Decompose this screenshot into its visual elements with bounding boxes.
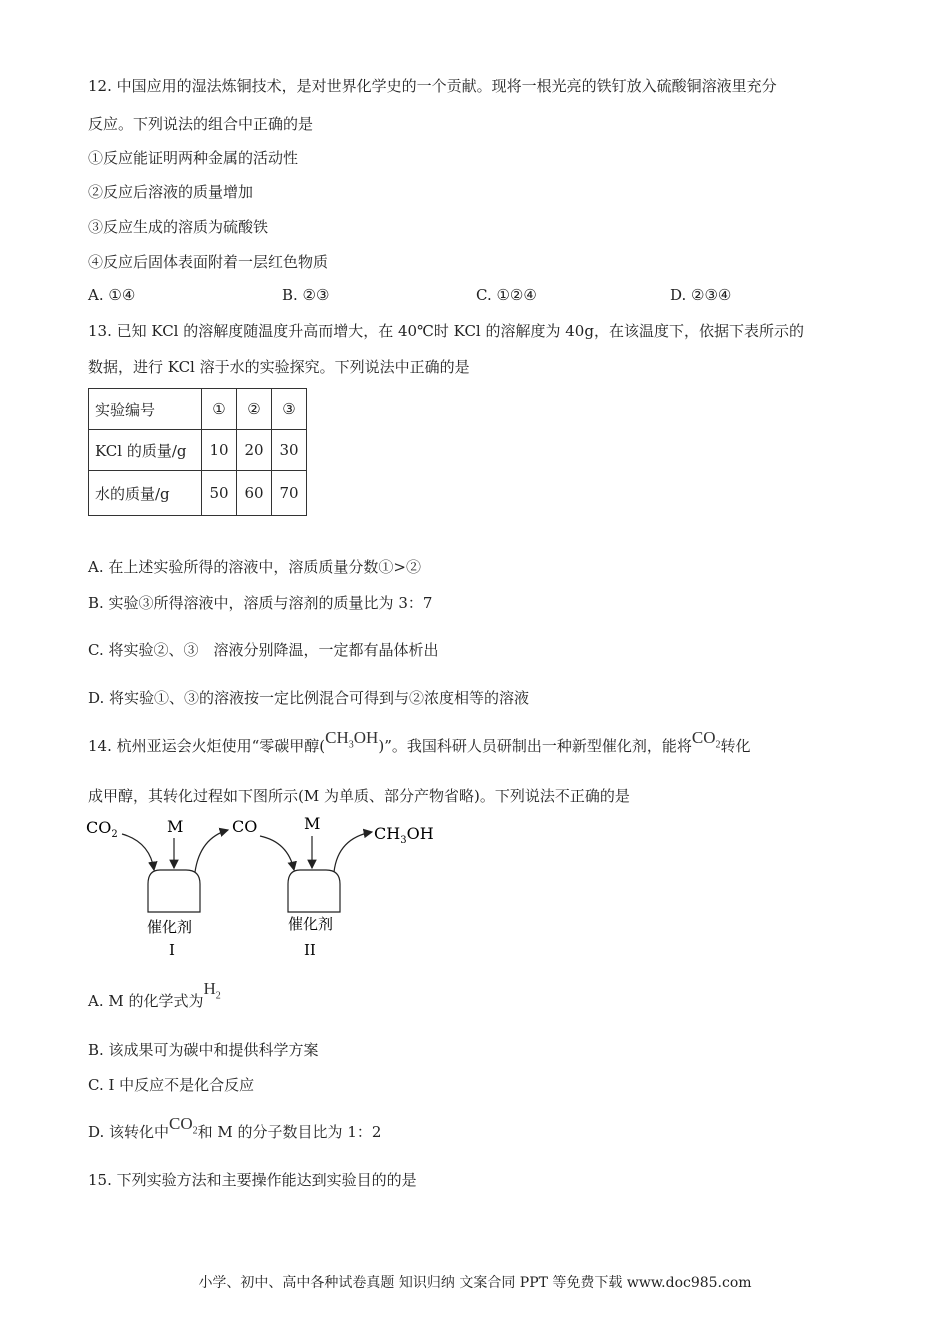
q13-option-b: B. 实验③所得溶液中，溶质与溶剂的质量比为 3：7 [88, 594, 433, 612]
q14-option-d [88, 1114, 382, 1149]
table-row [89, 430, 307, 471]
q12-option-a: A. ①④ [88, 286, 136, 304]
q14-stem-line2: 成甲醇，其转化过程如下图所示(M 为单质、部分产物省略)。下列说法不正确的是 [88, 787, 630, 805]
table-cell: 50 [202, 471, 237, 516]
q14-stem-part1: 14. 杭州亚运会火炬使用“零碳甲醇( [88, 737, 326, 755]
svg-text:催化剂: 催化剂 [288, 915, 334, 933]
catalyst-process-diagram [80, 812, 460, 962]
q14-option-a [88, 979, 221, 1018]
q13-stem-line1: 13. 已知 KCl 的溶解度随温度升高而增大，在 40℃时 KCl 的溶解度为 40g，在该温度下，依据下表所示的 [88, 322, 804, 340]
co2-formula: $CO_2$ [691, 728, 721, 751]
table-header-cell: 实验编号 [89, 389, 202, 430]
q14-stem-line1 [88, 728, 751, 763]
q14-option-d-part1: D. 该转化中 [88, 1123, 170, 1141]
svg-text:M: M [167, 817, 184, 836]
page-footer: 小学、初中、高中各种试卷真题 知识归纳 文案合同 PPT 等免费下载 www.doc985.com [198, 1275, 752, 1291]
arrow-co-out [195, 830, 228, 872]
q13-option-a: A. 在上述实验所得的溶液中，溶质质量分数①>② [88, 558, 421, 576]
q12-statement-4: ④反应后固体表面附着一层红色物质 [88, 253, 329, 271]
table-cell: 70 [272, 471, 307, 516]
diagram-stage-1 [86, 817, 257, 959]
table-cell: 20 [237, 430, 272, 471]
q12-option-b: B. ②③ [282, 286, 330, 304]
q12-statement-3: ③反应生成的溶质为硫酸铁 [88, 218, 269, 236]
table-header-cell: ② [237, 389, 272, 430]
q14-option-d-part2: 和 M 的分子数目比为 1：2 [197, 1123, 382, 1141]
table-header-cell: ③ [272, 389, 307, 430]
h2-formula: $H_2$ [203, 979, 221, 1002]
co2-formula: $CO_2$ [169, 1114, 198, 1137]
arrow-co2-in [122, 834, 154, 870]
table-row [89, 471, 307, 516]
catalyst-1-shape [148, 870, 200, 912]
q13-data-table [88, 388, 307, 516]
svg-text:CH3OH: $CH_3OH$ [374, 824, 434, 846]
q12-stem-line2: 反应。下列说法的组合中正确的是 [88, 115, 314, 133]
arrow-co-in [260, 836, 294, 870]
table-cell: 水的质量/g [89, 471, 202, 516]
q14-option-a-text: A. M 的化学式为 [88, 992, 204, 1010]
diagram-stage-2 [260, 814, 434, 959]
svg-text:II: II [304, 941, 316, 959]
table-cell: 30 [272, 430, 307, 471]
methanol-formula: $CH_3OH$ [325, 728, 379, 751]
q14-stem-part2: )”。我国科研人员研制出一种新型催化剂，能将 [378, 737, 692, 755]
q14-option-c: C. I 中反应不是化合反应 [88, 1076, 255, 1094]
q14-stem-part3: 转化 [720, 737, 751, 755]
svg-text:催化剂: 催化剂 [147, 918, 193, 936]
q13-option-c: C. 将实验②、③ 溶液分别降温，一定都有晶体析出 [88, 641, 439, 659]
table-cell: 10 [202, 430, 237, 471]
table-cell: KCl 的质量/g [89, 430, 202, 471]
q12-statement-1: ①反应能证明两种金属的活动性 [88, 149, 299, 167]
catalyst-2-shape [288, 870, 340, 912]
svg-text:M: M [304, 814, 321, 833]
q13-stem-line2: 数据，进行 KCl 溶于水的实验探究。下列说法中正确的是 [88, 358, 470, 376]
q12-statement-2: ②反应后溶液的质量增加 [88, 183, 254, 201]
q13-option-d: D. 将实验①、③的溶液按一定比例混合可得到与②浓度相等的溶液 [88, 689, 530, 707]
q12-stem-line1: 12. 中国应用的湿法炼铜技术，是对世界化学史的一个贡献。现将一根光亮的铁钉放入硫酸铜溶液里充分 [88, 77, 777, 95]
table-row [89, 389, 307, 430]
q12-option-c: C. ①②④ [476, 286, 537, 304]
q14-option-b: B. 该成果可为碳中和提供科学方案 [88, 1041, 319, 1059]
q15-stem: 15. 下列实验方法和主要操作能达到实验目的的是 [88, 1171, 417, 1189]
q12-option-d: D. ②③④ [670, 286, 732, 304]
svg-text:CO: CO [232, 817, 258, 836]
table-header-cell: ① [202, 389, 237, 430]
svg-text:I: I [169, 941, 175, 959]
table-cell: 60 [237, 471, 272, 516]
arrow-ch3oh-out [334, 832, 372, 872]
svg-text:CO2: $CO_2$ [86, 818, 118, 840]
